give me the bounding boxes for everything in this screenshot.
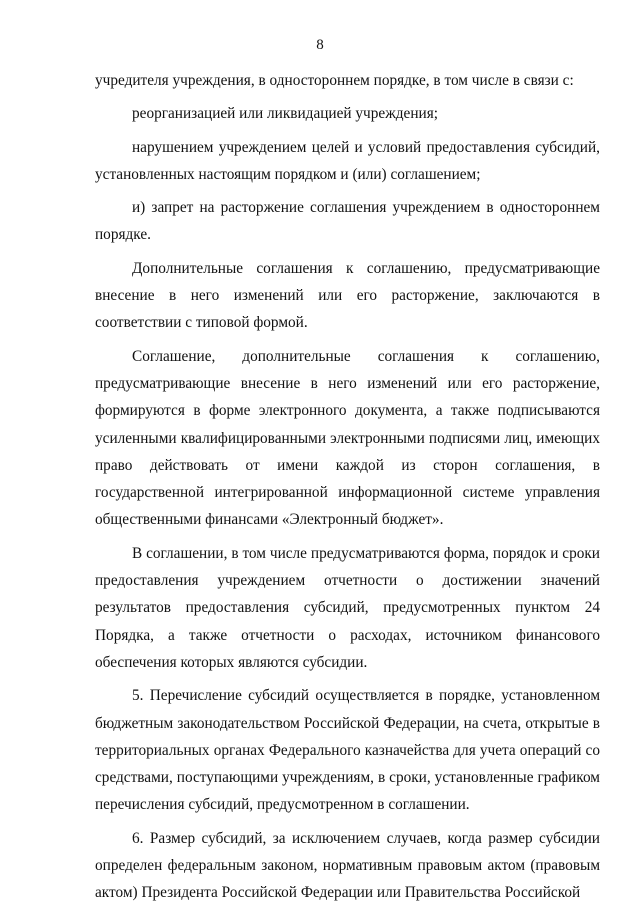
document-body [95,67,600,907]
paragraph-continuation: учредителя учреждения, в одностороннем порядке, в том числе в связи с: [95,72,574,89]
paragraph-reporting: В соглашении, в том числе предусматриваются форма, порядок и сроки предоставления учреждением отчетности о достижении значений результатов предоставления субсидий, предусмотренных пунктом 24 Порядка, а также отчетности о расходах, источником финансового обеспечения которых являются субсидии. [95,544,600,671]
paragraph-item-5: 5. Перечисление субсидий осуществляется в порядке, установленном бюджетным законодательством Российской Федерации, на счета, открытые в территориальных органах Федерального казначейства для учета операций со средствами, поступающими учреждениям, в сроки, установленные графиком перечисления субсидий, предусмотренном в соглашении. [95,687,600,814]
page-number: 8 [316,37,324,53]
paragraph-item-6: 6. Размер субсидий, за исключением случаев, когда размер субсидии определен федеральным законом, нормативным правовым актом (правовым актом) Президента Российской Федерации или Правительства Российской [95,829,600,902]
paragraph-agreement-form: Соглашение, дополнительные соглашения к соглашению, предусматривающие внесение в него изменений или его расторжение, формируются в форме электронного документа, а также подписываются усиленными квалифицированными электронными подписями лиц, имеющих право действовать от имени каждой из сторон соглашения, в государственной интегрированной информационной системе управления общественными финансами «Электронный бюджет». [95,347,600,529]
paragraph-additional-agreements: Дополнительные соглашения к соглашению, предусматривающие внесение в него изменений или его расторжение, заключаются в соответствии с типовой формой. [95,259,600,332]
paragraph-violation: нарушением учреждением целей и условий предоставления субсидий, установленных настоящим порядком и (или) соглашением; [95,138,600,183]
paragraph-item-i: и) запрет на расторжение соглашения учреждением в одностороннем порядке. [95,199,600,244]
paragraph-reorganization: реорганизацией или ликвидацией учреждения; [132,105,438,123]
